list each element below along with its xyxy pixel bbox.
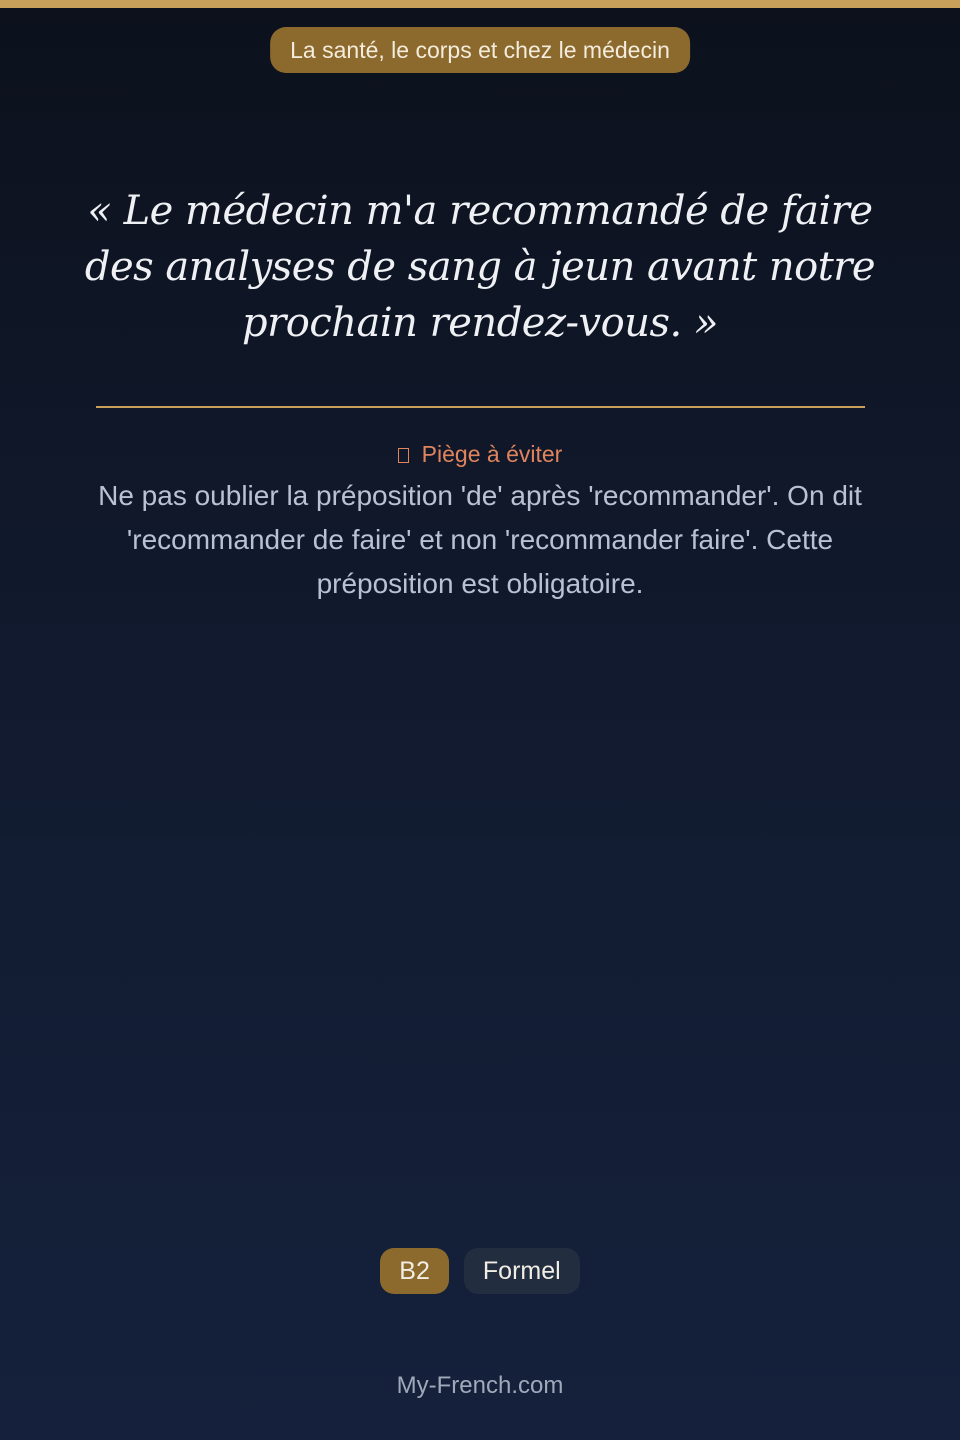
divider [96, 406, 865, 408]
top-accent-bar [0, 0, 960, 8]
pitfall-title: Piège à éviter [421, 441, 563, 467]
tag-list [0, 1248, 960, 1294]
register-badge: Formel [464, 1248, 580, 1294]
example-sentence: « Le médecin m'a recommandé de faire des analyses de sang à jeun avant notre prochain rendez-vous. » [84, 188, 876, 346]
topic-badge: La santé, le corps et chez le médecin [270, 27, 690, 73]
site-footer: My-French.com [396, 1372, 564, 1399]
pitfall-explanation: Ne pas oublier la préposition 'de' après 'recommander'. On dit 'recommander de faire' et non 'recommander faire'. Cette préposition est obligatoire. [98, 480, 862, 599]
warning-icon [398, 448, 409, 463]
pitfall-heading [0, 440, 960, 468]
level-badge: B2 [380, 1248, 449, 1294]
